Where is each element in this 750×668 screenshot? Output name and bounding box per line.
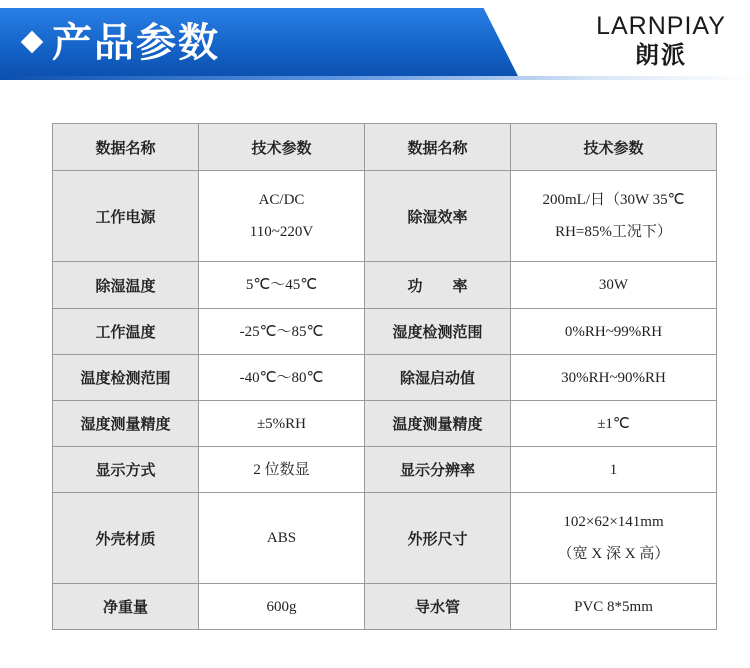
table-header-row xyxy=(53,124,717,171)
param-name-cell: 功 率 xyxy=(365,262,511,309)
table-row xyxy=(53,493,717,584)
table-row xyxy=(53,262,717,309)
table-row xyxy=(53,401,717,447)
param-value-cell xyxy=(199,584,365,630)
value-line: 2 位数显 xyxy=(253,461,310,478)
param-name-cell: 除湿温度 xyxy=(53,262,199,309)
column-header: 数据名称 xyxy=(365,124,511,171)
brand-logo xyxy=(586,12,736,70)
value-line: 600g xyxy=(266,598,297,615)
param-value-cell xyxy=(511,309,717,355)
value-line: 30W xyxy=(598,277,629,293)
table-row xyxy=(53,171,717,262)
param-name-cell: 显示分辨率 xyxy=(365,447,511,493)
page-title: 产品参数 xyxy=(52,20,220,66)
value-line: ±1℃ xyxy=(597,415,630,432)
param-name-cell: 温度测量精度 xyxy=(365,401,511,447)
param-value-cell xyxy=(199,447,365,493)
table-row xyxy=(53,309,717,355)
value-line: ±5%RH xyxy=(256,415,307,432)
value-line: 200mL/日（30W 35℃ xyxy=(542,192,685,208)
param-value-cell xyxy=(511,262,717,309)
param-name-cell: 湿度检测范围 xyxy=(365,309,511,355)
param-name-cell: 外形尺寸 xyxy=(365,493,511,584)
param-value-cell xyxy=(511,355,717,401)
column-header: 技术参数 xyxy=(511,124,717,171)
value-line: 30%RH~90%RH xyxy=(561,369,666,386)
value-line: PVC 8*5mm xyxy=(574,598,653,615)
brand-name-english: LARNPIAY xyxy=(596,12,726,40)
param-value-cell xyxy=(199,401,365,447)
param-value-cell xyxy=(511,171,717,262)
param-name-cell: 净重量 xyxy=(53,584,199,630)
table-row xyxy=(53,584,717,630)
param-value-cell xyxy=(199,493,365,584)
column-header: 技术参数 xyxy=(199,124,365,171)
value-line: 1 xyxy=(609,461,618,478)
value-line: RH=85%工况下） xyxy=(555,224,672,240)
value-line: -25℃～85℃ xyxy=(239,323,324,340)
value-line: 102×62×141mm xyxy=(563,514,664,530)
param-name-cell: 导水管 xyxy=(365,584,511,630)
param-value-cell xyxy=(511,584,717,630)
param-name-cell: 温度检测范围 xyxy=(53,355,199,401)
param-value-cell xyxy=(199,355,365,401)
table-row xyxy=(53,447,717,493)
value-line: ABS xyxy=(266,530,297,546)
param-name-cell: 除湿启动值 xyxy=(365,355,511,401)
value-line: 110~220V xyxy=(249,224,314,240)
value-line: -40℃～80℃ xyxy=(239,369,324,386)
param-name-cell: 湿度测量精度 xyxy=(53,401,199,447)
brand-name-chinese: 朗派 xyxy=(635,41,687,69)
spec-table xyxy=(52,123,717,630)
param-name-cell: 工作温度 xyxy=(53,309,199,355)
param-value-cell xyxy=(511,447,717,493)
param-value-cell xyxy=(199,262,365,309)
param-value-cell xyxy=(199,171,365,262)
value-line: 5℃～45℃ xyxy=(245,277,318,293)
param-value-cell xyxy=(511,401,717,447)
value-line: 0%RH~99%RH xyxy=(564,323,663,340)
param-name-cell: 外壳材质 xyxy=(53,493,199,584)
table-row xyxy=(53,355,717,401)
banner-underline xyxy=(0,76,750,80)
param-value-cell xyxy=(199,309,365,355)
param-name-cell: 除湿效率 xyxy=(365,171,511,262)
column-header: 数据名称 xyxy=(53,124,199,171)
value-line: （宽 X 深 X 高） xyxy=(557,546,670,562)
param-name-cell: 工作电源 xyxy=(53,171,199,262)
param-value-cell xyxy=(511,493,717,584)
param-name-cell: 显示方式 xyxy=(53,447,199,493)
value-line: AC/DC xyxy=(258,192,305,208)
